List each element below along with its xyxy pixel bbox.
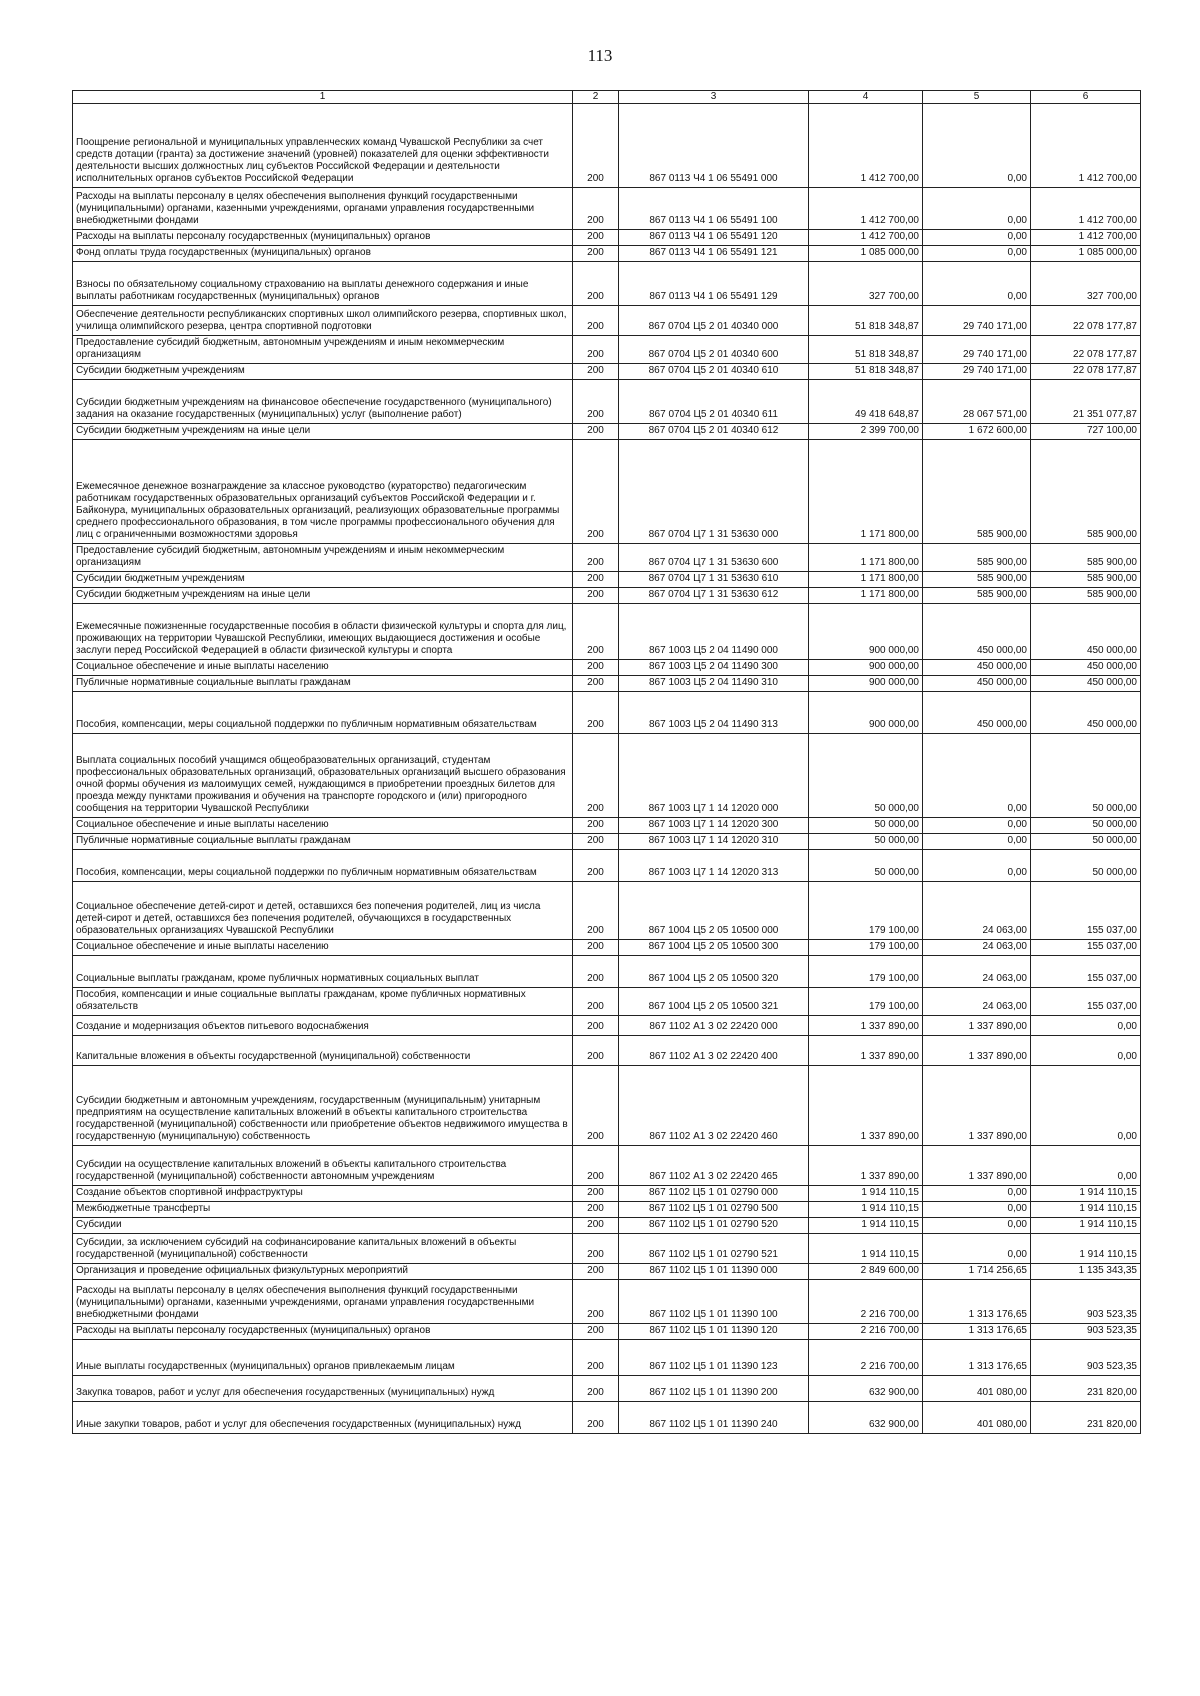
row-code: 200 [573,188,619,230]
table-row [73,262,1141,306]
row-name: Расходы на выплаты персоналу в целях обеспечения выполнения функций государственными (муниципальными) органами, казенными учреждениями, органами управления государственными внебюджетными фондами [73,188,573,230]
row-amount-col5: 450 000,00 [923,660,1031,676]
row-amount-total: 1 171 800,00 [809,588,923,604]
row-amount-total: 50 000,00 [809,850,923,882]
row-classification: 867 0113 Ч4 1 06 55491 121 [619,246,809,262]
row-amount-col6: 903 523,35 [1031,1324,1141,1340]
row-code: 200 [573,336,619,364]
row-name: Поощрение региональной и муниципальных управленческих команд Чувашской Республики за счет средств дотации (гранта) за достижение значений (уровней) показателей для оценки эффективности деятельности высших должностных лиц субъектов Российской Федерации и деятельности исполнительных органов субъектов Российской Федерации [73,104,573,188]
row-amount-total: 179 100,00 [809,940,923,956]
row-amount-col6: 231 820,00 [1031,1376,1141,1402]
table-row [73,1402,1141,1434]
row-classification: 867 0704 Ц5 2 01 40340 000 [619,306,809,336]
row-classification: 867 0704 Ц7 1 31 53630 610 [619,572,809,588]
row-code: 200 [573,1280,619,1324]
row-classification: 867 1102 Ц5 1 01 02790 500 [619,1202,809,1218]
row-amount-total: 1 337 890,00 [809,1016,923,1036]
row-classification: 867 0113 Ч4 1 06 55491 120 [619,230,809,246]
row-amount-col6: 1 085 000,00 [1031,246,1141,262]
row-amount-col5: 401 080,00 [923,1402,1031,1434]
table-row [73,1340,1141,1376]
row-name: Публичные нормативные социальные выплаты гражданам [73,676,573,692]
table-row [73,588,1141,604]
row-code: 200 [573,1066,619,1146]
table-row [73,850,1141,882]
row-amount-col6: 0,00 [1031,1066,1141,1146]
row-amount-col6: 21 351 077,87 [1031,380,1141,424]
row-amount-total: 1 171 800,00 [809,440,923,544]
row-classification: 867 1003 Ц5 2 04 11490 310 [619,676,809,692]
row-amount-col6: 1 914 110,15 [1031,1186,1141,1202]
row-amount-col6: 585 900,00 [1031,572,1141,588]
row-name: Закупка товаров, работ и услуг для обеспечения государственных (муниципальных) нужд [73,1376,573,1402]
row-code: 200 [573,1402,619,1434]
row-code: 200 [573,1036,619,1066]
row-name: Субсидии бюджетным и автономным учреждениям, государственным (муниципальным) унитарным предприятиям на осуществление капитальных вложений в объекты капитального строительства государственной (муниципальной) собственности или приобретение объектов недвижимого имущества в государственную (муниципальную) собственность [73,1066,573,1146]
row-amount-col5: 1 337 890,00 [923,1146,1031,1186]
row-code: 200 [573,734,619,818]
row-code: 200 [573,882,619,940]
row-amount-col5: 0,00 [923,104,1031,188]
row-code: 200 [573,660,619,676]
row-amount-total: 632 900,00 [809,1402,923,1434]
row-classification: 867 1004 Ц5 2 05 10500 000 [619,882,809,940]
row-amount-col6: 1 914 110,15 [1031,1202,1141,1218]
row-amount-col5: 0,00 [923,850,1031,882]
row-amount-col5: 0,00 [923,834,1031,850]
row-classification: 867 1102 Ц5 1 01 02790 520 [619,1218,809,1234]
row-classification: 867 0704 Ц5 2 01 40340 610 [619,364,809,380]
row-name: Выплата социальных пособий учащимся общеобразовательных организаций, студентам профессиональных образовательных организаций, образовательных организаций высшего образования очной формы обучения из малоимущих семей, нуждающимся в приобретении проездных билетов для проезда между пунктами проживания и обучения на транспорте городского и (или) пригородного сообщения на территории Чувашской Республики [73,734,573,818]
row-amount-col6: 727 100,00 [1031,424,1141,440]
table-row [73,1066,1141,1146]
table-row [73,104,1141,188]
row-amount-col6: 22 078 177,87 [1031,364,1141,380]
row-amount-col5: 24 063,00 [923,956,1031,988]
table-row [73,940,1141,956]
row-classification: 867 1003 Ц7 1 14 12020 310 [619,834,809,850]
row-name: Публичные нормативные социальные выплаты гражданам [73,834,573,850]
row-code: 200 [573,364,619,380]
row-classification: 867 1003 Ц7 1 14 12020 000 [619,734,809,818]
row-classification: 867 1102 А1 3 02 22420 400 [619,1036,809,1066]
row-code: 200 [573,1264,619,1280]
table-row [73,1324,1141,1340]
table-row [73,230,1141,246]
row-amount-col5: 1 313 176,65 [923,1324,1031,1340]
row-amount-total: 2 216 700,00 [809,1324,923,1340]
header-row [73,91,1141,104]
row-code: 200 [573,1324,619,1340]
header-col-3: 3 [619,91,809,104]
row-amount-total: 1 914 110,15 [809,1186,923,1202]
row-amount-col6: 1 412 700,00 [1031,188,1141,230]
row-amount-col6: 155 037,00 [1031,882,1141,940]
row-amount-col5: 0,00 [923,246,1031,262]
row-amount-col5: 1 337 890,00 [923,1016,1031,1036]
row-classification: 867 1102 А1 3 02 22420 465 [619,1146,809,1186]
row-code: 200 [573,1016,619,1036]
row-classification: 867 1003 Ц7 1 14 12020 300 [619,818,809,834]
row-amount-col6: 450 000,00 [1031,692,1141,734]
row-amount-col5: 585 900,00 [923,440,1031,544]
row-classification: 867 1102 Ц5 1 01 11390 200 [619,1376,809,1402]
header-col-2: 2 [573,91,619,104]
row-classification: 867 1003 Ц5 2 04 11490 313 [619,692,809,734]
table-row [73,818,1141,834]
row-amount-col6: 585 900,00 [1031,440,1141,544]
row-amount-col5: 24 063,00 [923,882,1031,940]
row-amount-col6: 1 412 700,00 [1031,230,1141,246]
row-amount-col5: 0,00 [923,1202,1031,1218]
row-amount-col6: 450 000,00 [1031,604,1141,660]
row-classification: 867 1102 Ц5 1 01 02790 000 [619,1186,809,1202]
row-code: 200 [573,834,619,850]
row-amount-total: 50 000,00 [809,834,923,850]
row-code: 200 [573,380,619,424]
row-name: Расходы на выплаты персоналу государственных (муниципальных) органов [73,1324,573,1340]
row-amount-total: 1 337 890,00 [809,1146,923,1186]
row-amount-total: 49 418 648,87 [809,380,923,424]
table-row [73,572,1141,588]
row-code: 200 [573,940,619,956]
row-name: Пособия, компенсации, меры социальной поддержки по публичным нормативным обязательствам [73,850,573,882]
row-amount-total: 2 399 700,00 [809,424,923,440]
row-amount-col6: 155 037,00 [1031,940,1141,956]
row-amount-col5: 1 313 176,65 [923,1280,1031,1324]
row-amount-col6: 1 135 343,35 [1031,1264,1141,1280]
row-name: Взносы по обязательному социальному страхованию на выплаты денежного содержания и иные выплаты работникам государственных (муниципальных) органов [73,262,573,306]
table-row [73,988,1141,1016]
header-col-6: 6 [1031,91,1141,104]
row-amount-col6: 22 078 177,87 [1031,306,1141,336]
table-row [73,1186,1141,1202]
row-classification: 867 0113 Ч4 1 06 55491 000 [619,104,809,188]
row-code: 200 [573,104,619,188]
row-name: Пособия, компенсации и иные социальные выплаты гражданам, кроме публичных нормативных обязательств [73,988,573,1016]
row-amount-col5: 401 080,00 [923,1376,1031,1402]
table-row [73,1280,1141,1324]
row-code: 200 [573,850,619,882]
row-amount-col5: 0,00 [923,230,1031,246]
table-row [73,1146,1141,1186]
row-amount-col6: 50 000,00 [1031,834,1141,850]
row-amount-col5: 1 337 890,00 [923,1066,1031,1146]
row-classification: 867 1003 Ц5 2 04 11490 000 [619,604,809,660]
row-amount-col5: 0,00 [923,1186,1031,1202]
table-row [73,676,1141,692]
row-name: Фонд оплаты труда государственных (муниципальных) органов [73,246,573,262]
table-row [73,336,1141,364]
row-name: Ежемесячные пожизненные государственные пособия в области физической культуры и спорта для лиц, проживающих на территории Чувашской Республики, имеющих выдающиеся достижения и особые заслуги перед Российской Федерацией в области физической культуры и спорта [73,604,573,660]
row-amount-total: 51 818 348,87 [809,336,923,364]
row-amount-col5: 450 000,00 [923,604,1031,660]
row-code: 200 [573,440,619,544]
row-amount-col6: 231 820,00 [1031,1402,1141,1434]
row-amount-col5: 24 063,00 [923,940,1031,956]
row-code: 200 [573,588,619,604]
row-code: 200 [573,988,619,1016]
row-classification: 867 1003 Ц7 1 14 12020 313 [619,850,809,882]
table-row [73,1016,1141,1036]
row-amount-total: 1 337 890,00 [809,1066,923,1146]
row-amount-col5: 29 740 171,00 [923,306,1031,336]
row-name: Расходы на выплаты персоналу в целях обеспечения выполнения функций государственными (муниципальными) органами, казенными учреждениями, органами управления государственными внебюджетными фондами [73,1280,573,1324]
row-amount-col5: 450 000,00 [923,692,1031,734]
header-col-1: 1 [73,91,573,104]
table-row [73,956,1141,988]
row-amount-col5: 29 740 171,00 [923,364,1031,380]
row-amount-col6: 1 914 110,15 [1031,1218,1141,1234]
row-classification: 867 0704 Ц7 1 31 53630 600 [619,544,809,572]
table-row [73,834,1141,850]
row-amount-total: 900 000,00 [809,692,923,734]
row-code: 200 [573,544,619,572]
row-code: 200 [573,956,619,988]
row-amount-col5: 0,00 [923,818,1031,834]
row-name: Социальные выплаты гражданам, кроме публичных нормативных социальных выплат [73,956,573,988]
table-row [73,692,1141,734]
row-amount-col5: 585 900,00 [923,588,1031,604]
row-name: Создание и модернизация объектов питьевого водоснабжения [73,1016,573,1036]
row-amount-total: 50 000,00 [809,818,923,834]
table-header [73,91,1141,104]
row-code: 200 [573,306,619,336]
row-name: Обеспечение деятельности республиканских спортивных школ олимпийского резерва, спортивных школ, училища олимпийского резерва, центра спортивной подготовки [73,306,573,336]
row-amount-col6: 0,00 [1031,1146,1141,1186]
row-amount-col6: 22 078 177,87 [1031,336,1141,364]
row-classification: 867 1102 А1 3 02 22420 000 [619,1016,809,1036]
row-amount-col6: 155 037,00 [1031,956,1141,988]
row-name: Социальное обеспечение и иные выплаты населению [73,940,573,956]
row-amount-col6: 903 523,35 [1031,1280,1141,1324]
row-name: Социальное обеспечение детей-сирот и детей, оставшихся без попечения родителей, лиц из числа детей-сирот и детей, оставшихся без попечения родителей, обучающихся в государственных образовательных организациях Чувашской Республики [73,882,573,940]
row-amount-col5: 1 714 256,65 [923,1264,1031,1280]
row-amount-total: 2 216 700,00 [809,1280,923,1324]
row-amount-col5: 29 740 171,00 [923,336,1031,364]
table-row [73,440,1141,544]
row-name: Субсидии бюджетным учреждениям на иные цели [73,588,573,604]
row-classification: 867 1004 Ц5 2 05 10500 300 [619,940,809,956]
table-row [73,660,1141,676]
header-col-5: 5 [923,91,1031,104]
row-code: 200 [573,1202,619,1218]
row-amount-col5: 450 000,00 [923,676,1031,692]
row-amount-col5: 585 900,00 [923,544,1031,572]
table-row [73,604,1141,660]
table-row [73,1202,1141,1218]
table-row [73,1218,1141,1234]
row-amount-total: 179 100,00 [809,882,923,940]
table-row [73,306,1141,336]
row-amount-col6: 585 900,00 [1031,588,1141,604]
row-amount-total: 327 700,00 [809,262,923,306]
row-amount-total: 1 171 800,00 [809,572,923,588]
table-row [73,544,1141,572]
row-amount-col6: 450 000,00 [1031,676,1141,692]
row-name: Предоставление субсидий бюджетным, автономным учреждениям и иным некоммерческим организациям [73,544,573,572]
header-col-4: 4 [809,91,923,104]
row-amount-total: 1 914 110,15 [809,1202,923,1218]
row-name: Субсидии, за исключением субсидий на софинансирование капитальных вложений в объекты государственной (муниципальной) собственности [73,1234,573,1264]
row-amount-col5: 1 672 600,00 [923,424,1031,440]
row-classification: 867 0113 Ч4 1 06 55491 100 [619,188,809,230]
table-row [73,188,1141,230]
row-classification: 867 1102 Ц5 1 01 02790 521 [619,1234,809,1264]
row-amount-col5: 1 313 176,65 [923,1340,1031,1376]
row-amount-col5: 24 063,00 [923,988,1031,1016]
row-name: Расходы на выплаты персоналу государственных (муниципальных) органов [73,230,573,246]
row-amount-total: 2 849 600,00 [809,1264,923,1280]
row-code: 200 [573,692,619,734]
row-classification: 867 1102 Ц5 1 01 11390 123 [619,1340,809,1376]
row-amount-col6: 0,00 [1031,1016,1141,1036]
row-name: Социальное обеспечение и иные выплаты населению [73,660,573,676]
row-amount-col6: 903 523,35 [1031,1340,1141,1376]
row-code: 200 [573,1146,619,1186]
row-code: 200 [573,262,619,306]
row-amount-col5: 0,00 [923,1218,1031,1234]
row-name: Субсидии [73,1218,573,1234]
table-row [73,734,1141,818]
row-classification: 867 0704 Ц7 1 31 53630 612 [619,588,809,604]
row-amount-total: 51 818 348,87 [809,306,923,336]
row-amount-total: 1 171 800,00 [809,544,923,572]
row-code: 200 [573,572,619,588]
row-name: Субсидии бюджетным учреждениям на финансовое обеспечение государственного (муниципального) задания на оказание государственных (муниципальных) услуг (выполнение работ) [73,380,573,424]
row-amount-total: 900 000,00 [809,660,923,676]
row-code: 200 [573,1186,619,1202]
row-name: Капитальные вложения в объекты государственной (муниципальной) собственности [73,1036,573,1066]
row-amount-col6: 155 037,00 [1031,988,1141,1016]
row-amount-col6: 50 000,00 [1031,818,1141,834]
row-name: Иные выплаты государственных (муниципальных) органов привлекаемым лицам [73,1340,573,1376]
row-name: Создание объектов спортивной инфраструктуры [73,1186,573,1202]
row-amount-col5: 0,00 [923,1234,1031,1264]
row-name: Субсидии бюджетным учреждениям [73,572,573,588]
row-amount-total: 50 000,00 [809,734,923,818]
row-name: Иные закупки товаров, работ и услуг для обеспечения государственных (муниципальных) нужд [73,1402,573,1434]
row-classification: 867 0704 Ц7 1 31 53630 000 [619,440,809,544]
row-name: Ежемесячное денежное вознаграждение за классное руководство (кураторство) педагогическим работникам государственных образовательных организаций субъектов Российской Федерации и г. Байконура, муниципальных образовательных организаций, реализующих образовательные программы среднего профессионального образования, в том числе программы профессионального обучения для лиц с ограниченными возможностями здоровья [73,440,573,544]
row-code: 200 [573,818,619,834]
row-amount-total: 1 412 700,00 [809,230,923,246]
row-amount-total: 632 900,00 [809,1376,923,1402]
row-code: 200 [573,1218,619,1234]
row-classification: 867 1102 Ц5 1 01 11390 120 [619,1324,809,1340]
row-code: 200 [573,230,619,246]
row-amount-total: 900 000,00 [809,604,923,660]
row-amount-total: 179 100,00 [809,956,923,988]
row-amount-total: 900 000,00 [809,676,923,692]
row-name: Организация и проведение официальных физкультурных мероприятий [73,1264,573,1280]
table-row [73,380,1141,424]
row-classification: 867 1004 Ц5 2 05 10500 320 [619,956,809,988]
row-amount-col5: 0,00 [923,262,1031,306]
row-amount-col6: 585 900,00 [1031,544,1141,572]
row-name: Социальное обеспечение и иные выплаты населению [73,818,573,834]
row-classification: 867 1102 Ц5 1 01 11390 240 [619,1402,809,1434]
row-name: Межбюджетные трансферты [73,1202,573,1218]
row-amount-col5: 1 337 890,00 [923,1036,1031,1066]
row-amount-total: 1 337 890,00 [809,1036,923,1066]
table-row [73,1264,1141,1280]
row-amount-total: 51 818 348,87 [809,364,923,380]
row-code: 200 [573,1340,619,1376]
row-amount-total: 1 085 000,00 [809,246,923,262]
row-name: Субсидии бюджетным учреждениям [73,364,573,380]
row-amount-total: 1 914 110,15 [809,1234,923,1264]
row-classification: 867 0704 Ц5 2 01 40340 600 [619,336,809,364]
table-body [73,104,1141,1434]
row-name: Субсидии на осуществление капитальных вложений в объекты капитального строительства государственной (муниципальной) собственности автономным учреждениям [73,1146,573,1186]
row-name: Предоставление субсидий бюджетным, автономным учреждениям и иным некоммерческим организациям [73,336,573,364]
table-row [73,1036,1141,1066]
row-amount-total: 179 100,00 [809,988,923,1016]
row-code: 200 [573,676,619,692]
table-row [73,882,1141,940]
budget-table [72,90,1141,1434]
row-amount-col5: 0,00 [923,188,1031,230]
row-amount-col5: 585 900,00 [923,572,1031,588]
table-row [73,246,1141,262]
row-amount-col6: 50 000,00 [1031,850,1141,882]
row-classification: 867 1102 Ц5 1 01 11390 100 [619,1280,809,1324]
row-amount-total: 2 216 700,00 [809,1340,923,1376]
row-amount-total: 1 914 110,15 [809,1218,923,1234]
row-code: 200 [573,246,619,262]
table-row [73,1234,1141,1264]
row-code: 200 [573,424,619,440]
row-amount-col6: 450 000,00 [1031,660,1141,676]
row-code: 200 [573,1376,619,1402]
table-row [73,424,1141,440]
row-amount-total: 1 412 700,00 [809,104,923,188]
row-amount-col5: 0,00 [923,734,1031,818]
row-amount-col6: 1 412 700,00 [1031,104,1141,188]
row-classification: 867 1102 А1 3 02 22420 460 [619,1066,809,1146]
row-amount-col6: 1 914 110,15 [1031,1234,1141,1264]
page-number: 113 [587,46,613,65]
row-name: Пособия, компенсации, меры социальной поддержки по публичным нормативным обязательствам [73,692,573,734]
row-amount-col6: 327 700,00 [1031,262,1141,306]
row-classification: 867 0113 Ч4 1 06 55491 129 [619,262,809,306]
row-amount-total: 1 412 700,00 [809,188,923,230]
row-classification: 867 1102 Ц5 1 01 11390 000 [619,1264,809,1280]
row-classification: 867 1004 Ц5 2 05 10500 321 [619,988,809,1016]
table-row [73,364,1141,380]
row-classification: 867 1003 Ц5 2 04 11490 300 [619,660,809,676]
row-code: 200 [573,604,619,660]
row-amount-col5: 28 067 571,00 [923,380,1031,424]
row-classification: 867 0704 Ц5 2 01 40340 611 [619,380,809,424]
row-name: Субсидии бюджетным учреждениям на иные цели [73,424,573,440]
row-code: 200 [573,1234,619,1264]
row-amount-col6: 50 000,00 [1031,734,1141,818]
row-classification: 867 0704 Ц5 2 01 40340 612 [619,424,809,440]
table-row [73,1376,1141,1402]
row-amount-col6: 0,00 [1031,1036,1141,1066]
